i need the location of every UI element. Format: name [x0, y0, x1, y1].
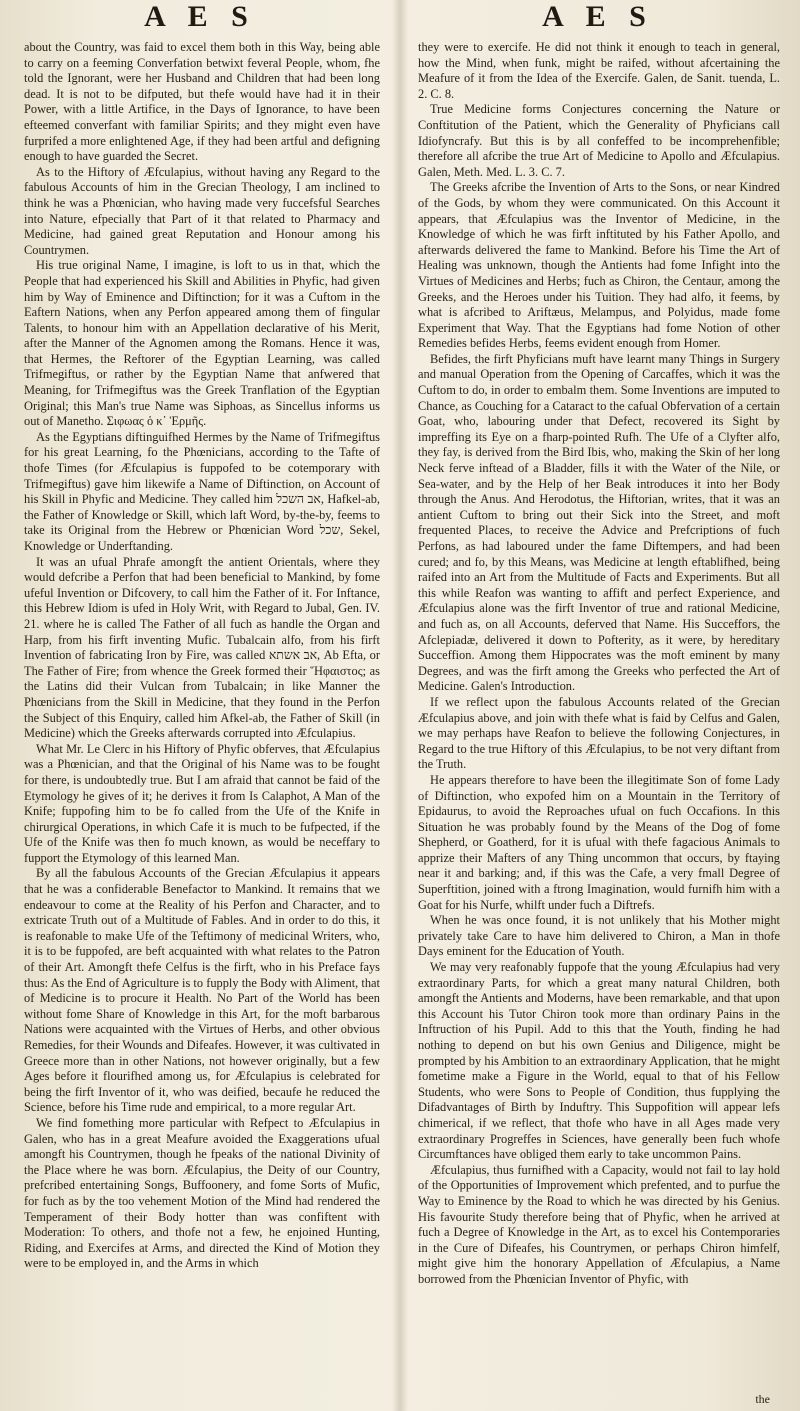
paragraph: Æfculapius, thus furnifhed with a Capacity, would not fail to lay hold of the Opportunities of Improvement which prefented, and to purfue the Way to Eminence by the Road to which he was directed by his Genius. His favourite Study therefore being that of Phyfic, when he arrived at fuch a Degree of Knowledge in the Art, as to excel his Contemporaries in the Cure of Difeafes, his Countrymen, or perhaps Chiron himfelf, might give him the honorary Appellation of Æfculapius, a Name borrowed from the Phœnician Inventor of Phyfic, with	[418, 1162, 780, 1286]
catchword: the	[755, 1392, 770, 1406]
paragraph: The Greeks afcribe the Invention of Arts to the Sons, or near Kindred of the Gods, by whom they were communicated. On this Account it appears, that Æfculapius was the Inventor of Medicine, in the Knowledge of which he was firft inftituted by his Father Apollo, and afterwards delivered the fame to Mankind. Before his Time the Art of Healing was unknown, though the Antients had fome Infight into the Virtues of Medicines and Herbs; fuch as Chiron, the Centaur, among the Greeks, and the Heroes under his Tuition. They had alfo, it feems, by what is afcribed to Ariftæus, Melampus, and Polyidus, made fome Experiment that Way. That the Egyptians had fome Notion of other Remedies befides Herbs, feems evident enough from Homer.	[418, 180, 780, 351]
paragraph: about the Country, was faid to excel them both in this Way, being able to carry on a feeming Converfation betwixt feveral People, whom, fhe told the Ignorant, were her Husband and Children that had been long dead. It is not to be difputed, but thefe would have had it in their Power, with a little Artifice, in the Days of Ignorance, to have been efteemed converfant with familiar Spirits; and they might even have furprifed a more enlightened Age, if they had been artful and defigning enough to have guarded the Secret.	[24, 40, 380, 164]
paragraph: What Mr. Le Clerc in his Hiftory of Phyfic obferves, that Æfculapius was a Phœnician, and that the Original of his Name was to be fought for there, is undoubtedly true. But I am afraid that cannot be faid of the Etymology he gives of it; he derives it from Is Calaphot, A Man of the Knife; fuppofing him to be fo called from the Ufe of the Knife in chirurgical Operations, in which Cafe it is much to be fufpected, if the Ufe of the Knife was then fo much known, as would be neceffary to fupport the Etymology of this learned Man.	[24, 741, 380, 865]
paragraph: His true original Name, I imagine, is loft to us in that, which the People that had experienced his Skill and Abilities in Phyfic, had given him by Way of Eminence and Diftinction; for it was a Cuftom in the Eaftern Nations, when any Perfon appeared among them of fingular Talents, to honour him with an Appellation declarative of his Merit, after the Manner of the Agnomen among the Romans. Hence it was, that Hermes, the Reftorer of the Egyptian Learning, was called Trifmegiftus, or rather by the Egyptian Name that anfwered that Meaning, for Trifmegiftus was the Greek Tranflation of the Egyptian Original; this Man's true Name was Siphoas, as Sincellus informs us out of Manetho. Σιφωας ὁ κ᾽ Ἑρμῆς.	[24, 258, 380, 429]
paragraph: We find fomething more particular with Refpect to Æfculapius in Galen, who has in a great Meafure avoided the Exaggerations ufual amongft his Countrymen, though he fpeaks of the national Divinity of the Place where he was born. Æfculapius, the Deity of our Country, prefcribed entertaining Songs, Buffoonery, and fome Sorts of Mufic, for fuch as by the too vehement Motion of the Mind had rendered the Temperament of their Body hotter than was confiftent with Moderation: To others, and thofe not a few, he enjoined Hunting, Riding, and Exercifes at Arms, and directed the Kind of Motion they were to be employed in, and the Arms in which	[24, 1115, 380, 1271]
right-column	[418, 40, 780, 1402]
paragraph: As the Egyptians diftinguifhed Hermes by the Name of Trifmegiftus for his great Learning, fo the Phœnicians, according to the Tafte of thofe Times (for Æfculapius is fuppofed to be cotemporary with Trifmegiftus) gave him likewife a Name of Diftinction, on Account of his Skill in Phyfic and Medicine. They called him אב השכל, Hafkel-ab, the Father of Knowledge or Skill, which laft Word, by-the-by, feems to take its Original from the Hebrew or Phœnician Word שכל, Sekel, Knowledge or Underftanding.	[24, 429, 380, 553]
paragraph: When he was once found, it is not unlikely that his Mother might privately take Care to have him delivered to Chiron, a Man in thofe Days eminent for the Education of Youth.	[418, 913, 780, 959]
paragraph: True Medicine forms Conjectures concerning the Nature or Conftitution of the Patient, which the Generality of Phyficians call Idiofyncrafy. But this is by all confeffed to be incomprehenfible; therefore all afcribe the true Art of Medicine to Apollo and Æfculapius. Galen, Meth. Med. L. 3. C. 7.	[418, 102, 780, 179]
running-head-right: A E S	[542, 0, 654, 33]
paragraph: It was an ufual Phrafe amongft the antient Orientals, where they would defcribe a Perfon that had been beneficial to Mankind, by fome ufeful Invention or Difcovery, to call him the Father of it. For Inftance, this Hebrew Idiom is ufed in Holy Writ, with Regard to Jubal, Gen. IV. 21. where he is called The Father of all fuch as handle the Organ and Harp, from his firft inventing Mufic. Tubalcain alfo, from his firft Invention of fabricating Iron by Fire, was called אב אשתא, Ab Efta, or The Father of Fire; from whence the Greek formed their Ἥφαιστος; as the Latins did their Vulcan from Tubalcain; in like Manner the Phœnicians from the Skill in Medicine, that they found in the Perfon the Subject of this Enquiry, called him Afkel-ab, the Father of Skill (in Medicine) which the Greeks afterwards corrupted into Æfculapius.	[24, 554, 380, 741]
paragraph: they were to exercife. He did not think it enough to teach in general, how the Mind, when funk, might be raifed, without afcertaining the Meafure of it from the Idea of the Exercife. Galen, de Sanit. tuenda, L. 2. C. 8.	[418, 40, 780, 101]
paragraph: If we reflect upon the fabulous Accounts related of the Grecian Æfculapius above, and join with thefe what is faid by Celfus and Galen, we may perhaps have Reafon to believe the following Conjectures, in Regard to the true Hiftory of this Æfculapius, to be not very diftant from the Truth.	[418, 694, 780, 772]
left-column	[24, 40, 380, 1402]
paragraph: We may very reafonably fuppofe that the young Æfculapius had very extraordinary Parts, for which a great many natural Children, both amongft the Antients and Moderns, have been remarkable, and that upon this Account his Tutor Chiron took more than ordinary Pains in the Inftruction of his Pupil. Add to this that the Youth, finding he had nothing to depend on but his own Genius and Diligence, might be prompted by his Ambition to an extraordinary Application, that he might fometime make a Figure in the World, equal to that of his Fellow Students, who were Sons to People of Condition, thus fupplying the Difadvantages of Birth by Induftry. This Suppofition will appear lefs chimerical, if we reflect, that thofe who have in all Ages made very extraordinary Progreffes in Sciences, have generally been fuch whofe Circumftances have obliged them early to take uncommon Pains.	[418, 960, 780, 1162]
paragraph: As to the Hiftory of Æfculapius, without having any Regard to the fabulous Accounts of him in the Grecian Theology, I am inclined to think he was a Phœnician, who having made very fuccefsful Searches into Nature, efpecially that Part of it that related to Pharmacy and Medicine, had gained great Reputation and Honour among his Countrymen.	[24, 164, 380, 257]
paragraph: By all the fabulous Accounts of the Grecian Æfculapius it appears that he was a confiderable Benefactor to Mankind. It remains that we endeavour to come at the Reality of his Perfon and Character, and to extricate Truth out of a Multitude of Fables. And in order to do this, it is reafonable to make Ufe of the Teftimony of medicinal Writers, who, it is to be fuppofed, are beft acquainted with what relates to the Patron of their Art. Amongft thefe Celfus is the firft, who in his Preface fays thus: As the End of Agriculture is to fupply the Body with Aliment, that of Medicine is to procure it Health. No Part of the World has been without fome Share of Knowledge in this Art, for the moft barbarous Nations were acquainted with the Virtues of Herbs, and other obvious Remedies, for their Wounds and Difeafes. However, it was cultivated in Greece more than in other Nations, not however originally, but a few Ages before it flourifhed among us, for Æfculapius is celebrated for being the firft Inventor of it, who was deified, becaufe he reduced the Science, before his Time rude and empirical, to a more regular Art.	[24, 866, 380, 1115]
running-head-left: A E S	[144, 0, 256, 33]
page-gutter	[392, 0, 408, 1411]
paragraph: He appears therefore to have been the illegitimate Son of fome Lady of Diftinction, who expofed him on a Mountain in the Territory of Epidaurus, to avoid the Reproaches ufual on fuch Occafions. In this Situation he was probably found by the Means of the Dog of fome Shepherd, or Goatherd, for it is ufual with thefe fagacious Animals to apprize their Mafters of any Thing uncommon that occurs, by ftaying near it and barking; and, if this was the Cafe, a very fmall Degree of Superftition, joined with a ftrong Imagination, would furnifh him with a Goat for his Nurfe, whilft under fuch a Diftrefs.	[418, 772, 780, 912]
paragraph: Befides, the firft Phyficians muft have learnt many Things in Surgery and manual Operation from the Opening of Carcaffes, which it was the Cuftom to do, in order to embalm them. Some Inventions are imputed to Chance, as Couching for a Cataract to the cafual Obfervation of a certain Goat, who, labouring under that Defect, recovered its Sight by impreffing its Eye on a fharp-pointed Rufh. The Ufe of a Clyfter alfo, they fay, is derived from the Bird Ibis, who, making the Skin of her long Neck ferve inftead of a Bladder, fills it with the Water of the Nile, or Sea-water, and by the Help of her Beak introduces it into her Body through the Anus. And Herodotus, the Hiftorian, writes, that it was an antient Cuftom to bring out their Sick into the Street, and moft frequented Places, to receive the Advice and Prefcriptions of fuch Perfons, as had laboured under the fame Diftempers, and had been cured; and fo, by this Means, was Medicine at length eftablifhed, being raifed into an Art from the Multitude of Facts and Experiments. But all this while Reafon was wanting to affift and perfect Experience, and Æfculapius alone was the firft Inventor of true and rational Medicine, and fuch as, on all Accounts, deferved that Name. His Succeffors, the Afclepiadæ, delivered it down to Pofterity, as it were, by hereditary Succeffion. Among them Hippocrates was the moft eminent by many Degrees, and was the firft among the Greeks who perfected the Art of Medicine. Galen's Introduction.	[418, 351, 780, 694]
